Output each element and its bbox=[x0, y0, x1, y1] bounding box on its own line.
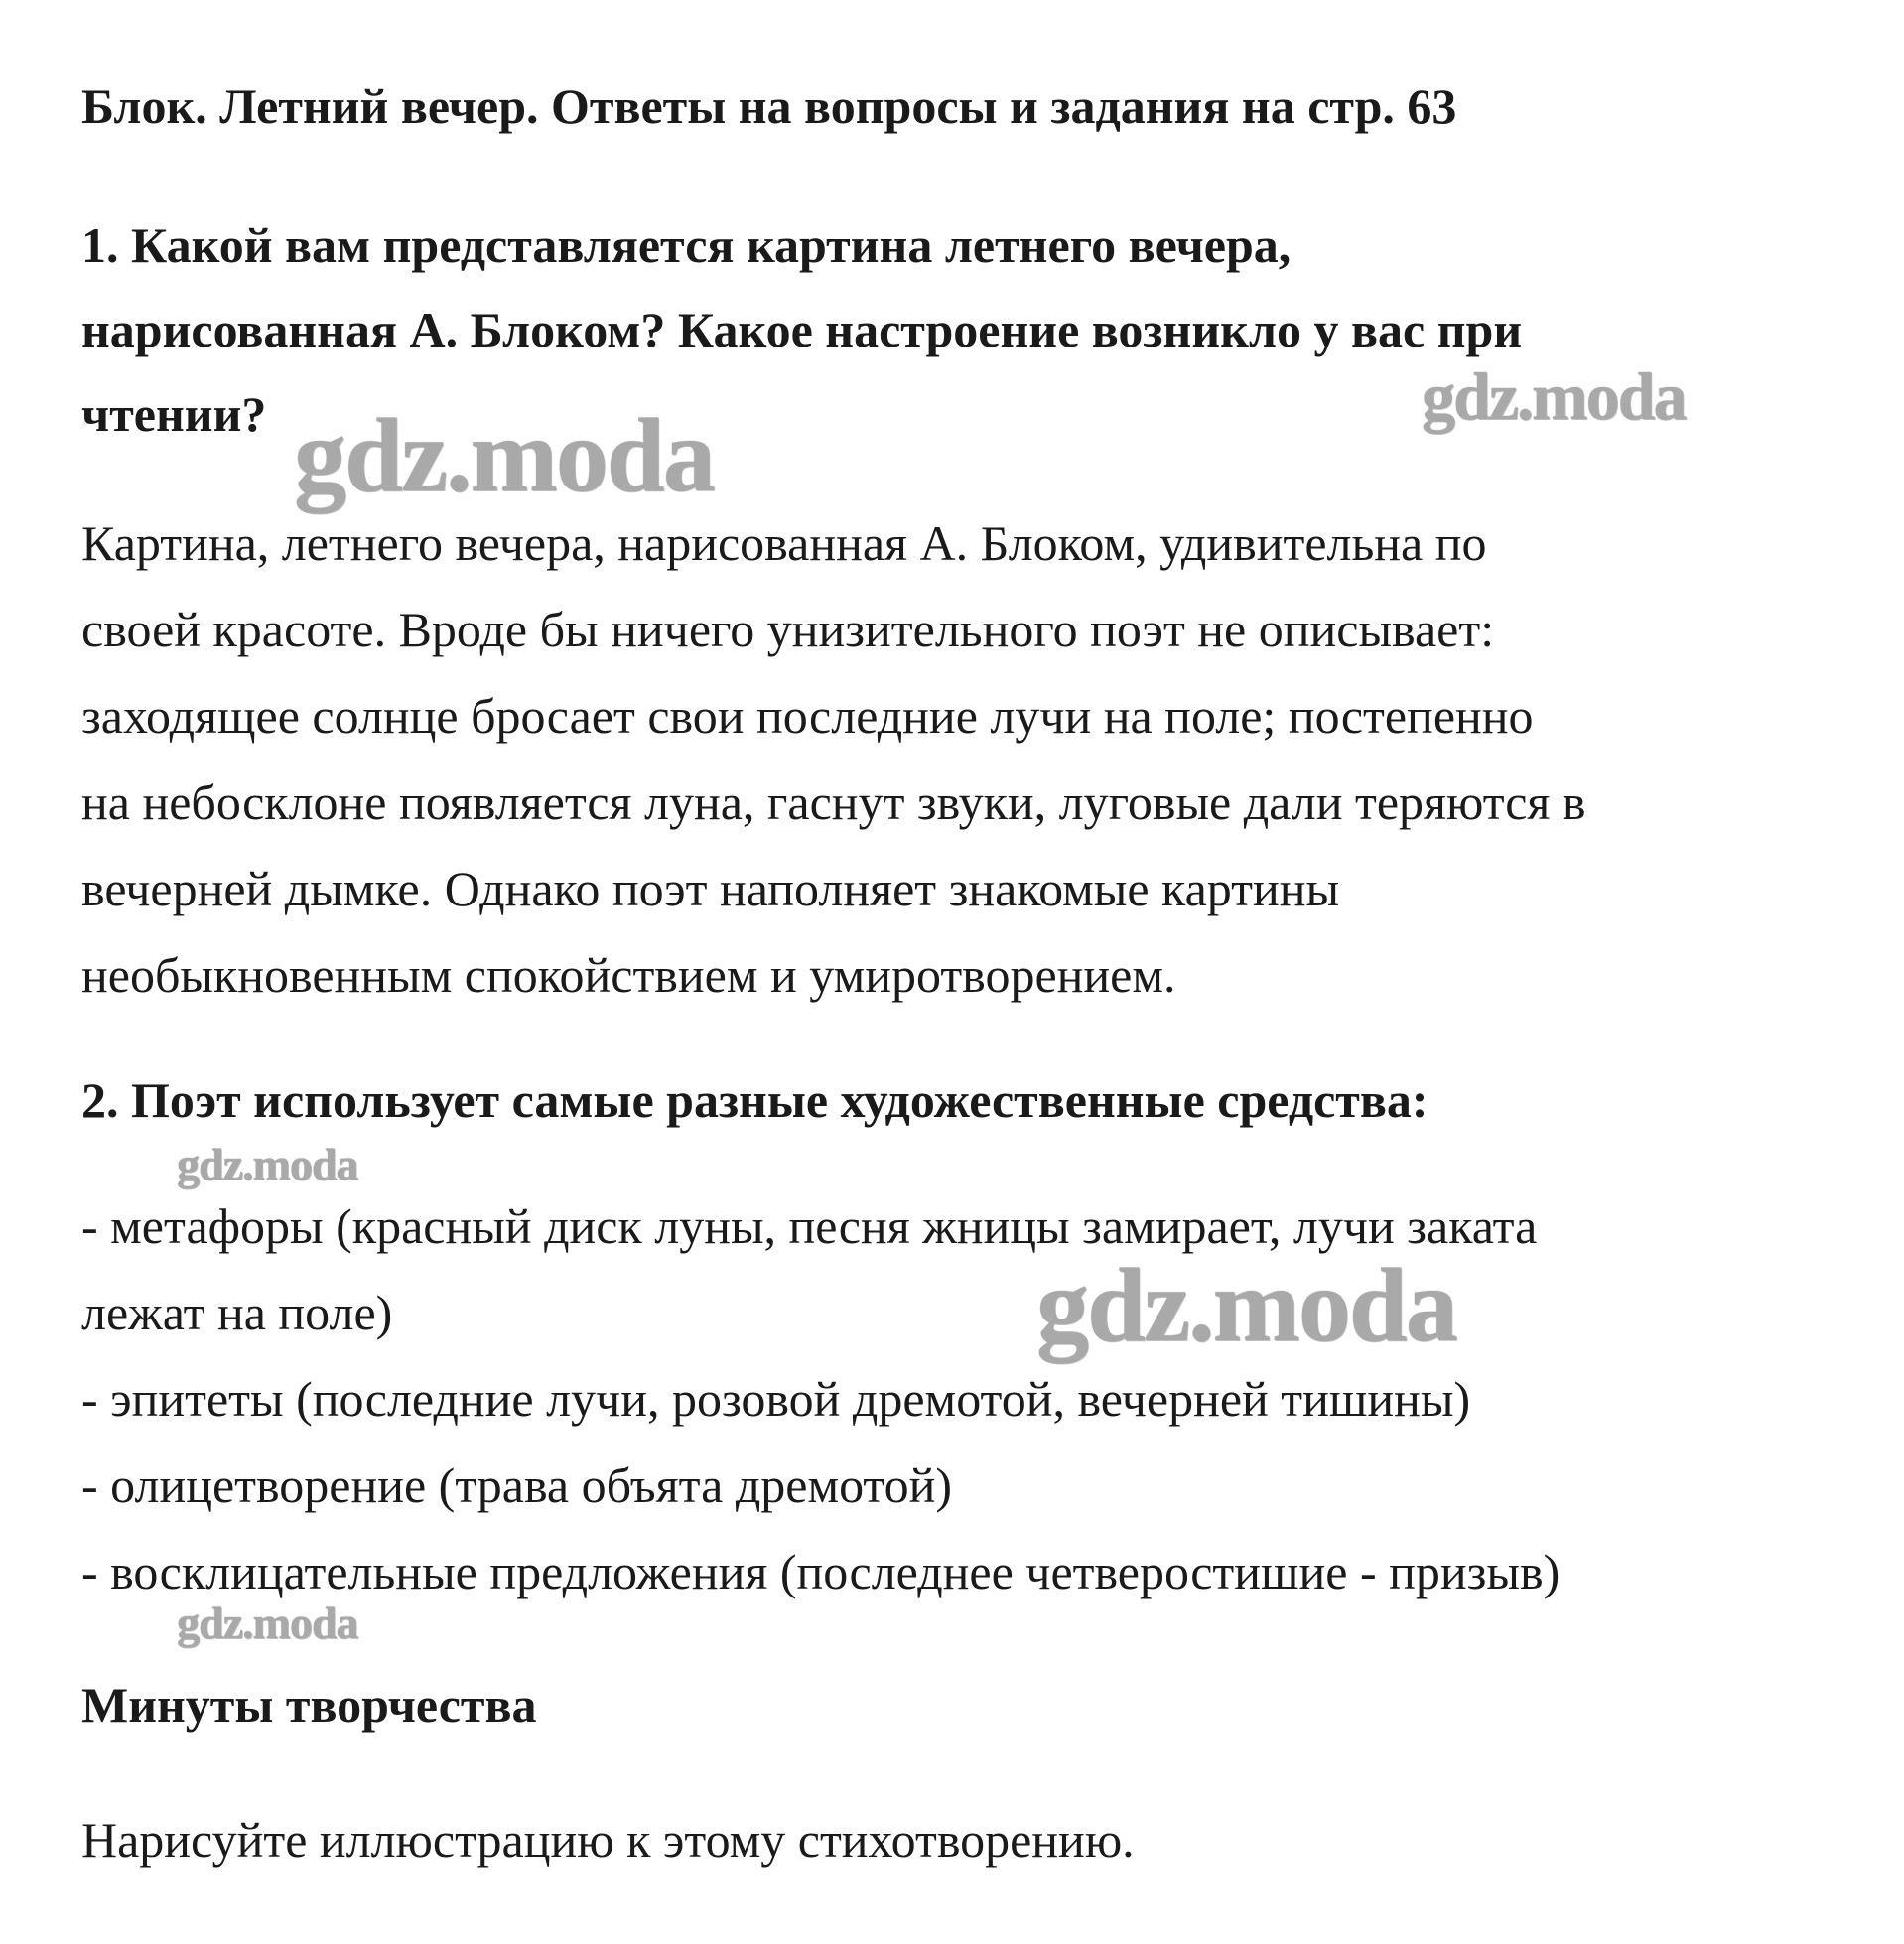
watermark: gdz.moda bbox=[177, 1597, 358, 1648]
watermark: gdz.moda bbox=[177, 1139, 358, 1189]
question-1-line-3: чтении? bbox=[81, 386, 267, 442]
answer-1-line-3: заходящее солнце бросает свои последние лучи на поле; постепенно bbox=[81, 688, 1534, 744]
watermark: gdz.moda bbox=[294, 397, 714, 513]
document-title: Блок. Летний вечер. Ответы на вопросы и задания на стр. 63 bbox=[81, 78, 1457, 134]
answer-1-line-5: вечерней дымке. Однако поэт наполняет знакомые картины bbox=[81, 861, 1340, 916]
answer-2-line-1: - метафоры (красный диск луны, песня жницы замирает, лучи заката bbox=[81, 1198, 1538, 1254]
answer-1-line-1: Картина, летнего вечера, нарисованная А. Блоком, удивительна по bbox=[81, 515, 1487, 571]
answer-2-line-4: - олицетворение (трава объята дремотой) bbox=[81, 1458, 953, 1513]
section-task: Нарисуйте иллюстрацию к этому стихотворению. bbox=[81, 1812, 1135, 1868]
answer-1-line-2: своей красоте. Вроде бы ничего унизительного поэт не описывает: bbox=[81, 602, 1495, 657]
question-1-line-2: нарисованная А. Блоком? Какое настроение возникло у вас при bbox=[81, 302, 1523, 357]
answer-1-line-6: необыкновенным спокойствием и умиротворением. bbox=[81, 947, 1176, 1003]
section-heading: Минуты творчества bbox=[81, 1677, 537, 1733]
watermark: gdz.moda bbox=[1422, 358, 1686, 434]
answer-2-line-2: лежат на поле) bbox=[81, 1285, 393, 1340]
watermark: gdz.moda bbox=[1036, 1247, 1456, 1363]
question-2-heading: 2. Поэт использует самые разные художественные средства: bbox=[81, 1072, 1428, 1128]
answer-2-line-5: - восклицательные предложения (последнее четверостишие - призыв) bbox=[81, 1544, 1561, 1599]
answer-2-line-3: - эпитеты (последние лучи, розовой дремотой, вечерней тишины) bbox=[81, 1371, 1471, 1427]
answer-1-line-4: на небосклоне появляется луна, гаснут звуки, луговые дали теряются в bbox=[81, 774, 1586, 830]
question-1-line-1: 1. Какой вам представляется картина летнего вечера, bbox=[81, 217, 1292, 273]
